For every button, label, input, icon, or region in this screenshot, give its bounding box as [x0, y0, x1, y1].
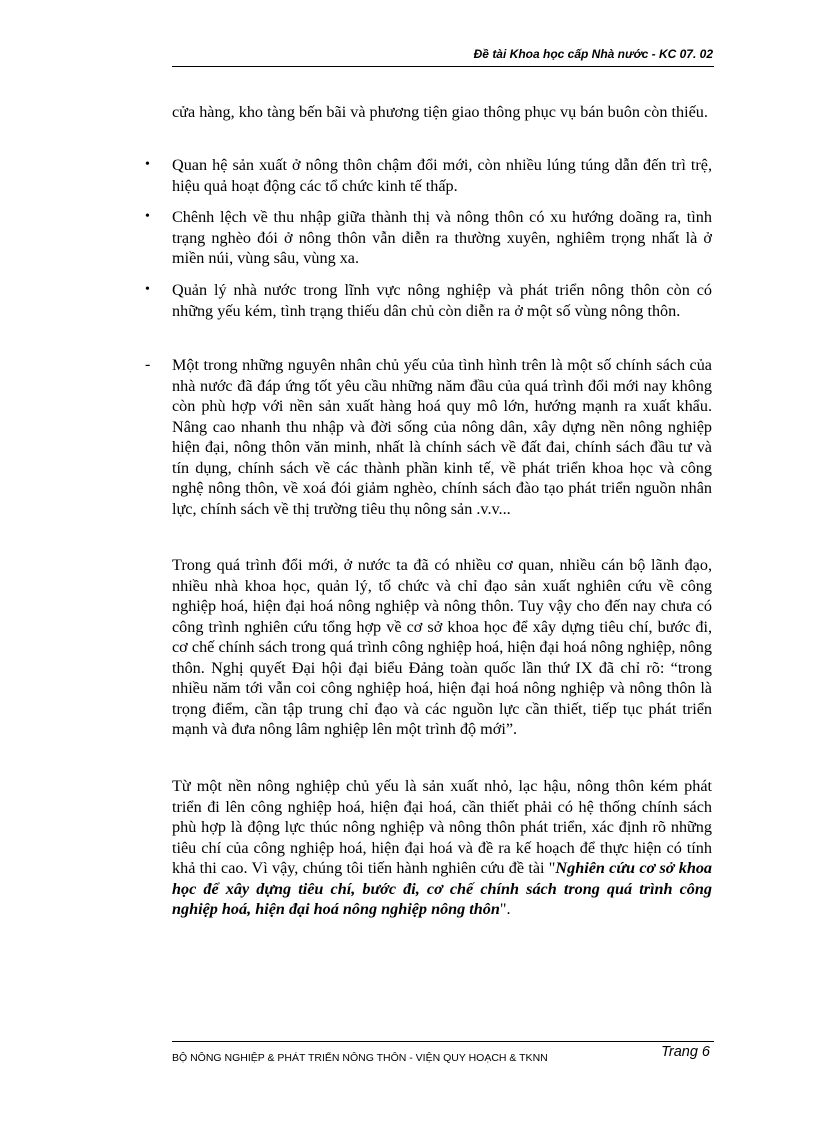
dash-item-text: Một trong những nguyên nhân chủ yếu của tình hình trên là một số chính sách của nhà nước đã đáp ứng tốt yêu cầu những năm đầu của quá trình đổi mới nay không còn phù hợp với nền sản xuất hàng hoá quy mô lớn, hướng mạnh ra xuất khẩu. Nâng cao nhanh thu nhập và đời sống của nông dân, xây dựng nền nông nghiệp hiện đại, nông thôn văn minh, nhất là chính sách về đất đai, chính sách đầu tư và tín dụng, chính sách về các thành phần kinh tế, về phát triển khoa học và công nghệ nông thôn, về xoá đói giảm nghèo, chính sách đào tạo phát triển nguồn nhân lực, chính sách về thị trường tiêu thụ nông sản .v.v...: [172, 356, 712, 518]
footer-organization: BỘ NÔNG NGHIỆP & PHÁT TRIỂN NÔNG THÔN - VIỆN QUY HOẠCH & TKNN: [172, 1052, 548, 1064]
bullet-text: Quan hệ sản xuất ở nông thôn chậm đổi mới, còn nhiều lúng túng dẫn đến trì trệ, hiệu quả hoạt động các tổ chức kinh tế thấp.: [172, 156, 712, 195]
continuation-paragraph: cửa hàng, kho tàng bến bãi và phương tiện giao thông phục vụ bán buôn còn thiếu.: [172, 103, 708, 121]
header-title: Đề tài Khoa học cấp Nhà nước - KC 07. 02: [473, 47, 713, 61]
paragraph-3-lead: Từ một nền nông nghiệp chủ yếu là sản xuất nhỏ, lạc hậu, nông thôn kém phát triển đi lên công nghiệp hoá, hiện đại hoá, cần thiết phải có hệ thống chính sách phù hợp là động lực thúc nông nghiệp và nông thôn phát triển, xác định rõ những tiêu chí của công nghiệp hoá, hiện đại hoá và đề ra kế hoạch để thực hiện có tính khả thi cao. Vì vậy, chúng tôi tiến hành nghiên cứu đề tài ": [172, 777, 712, 877]
paragraph-3: [172, 776, 712, 920]
page-number: Trang 6: [661, 1044, 710, 1060]
bullet-item-3: [145, 280, 712, 321]
footer-divider: [172, 1041, 714, 1042]
bullet-item-1: [145, 155, 712, 196]
dash-item: [145, 355, 712, 519]
dash-icon: -: [145, 356, 151, 373]
bullet-item-2: [145, 207, 712, 269]
paragraph-2: Trong quá trình đổi mới, ở nước ta đã có nhiều cơ quan, nhiều cán bộ lãnh đạo, nhiều nhà khoa học, quản lý, tổ chức và chỉ đạo sản xuất nghiên cứu về công nghiệp hoá, hiện đại hoá nông nghiệp và nông thôn. Tuy vậy cho đến nay chưa có công trình nghiên cứu tổng hợp về cơ sở khoa học để xây dựng tiêu chí, bước đi, cơ chế chính sách trong quá trình công nghiệp hoá, hiện đại hoá nông nghiệp, nông thôn. Nghị quyết Đại hội đại biểu Đảng toàn quốc lần thứ IX đã chỉ rõ: “trong nhiều năm tới vẫn coi công nghiệp hoá, hiện đại hoá nông nghiệp và nông thôn là trọng điểm, cần tập trung chỉ đạo và các nguồn lực cần thiết, tiếp tục phát triển mạnh và đưa nông lâm nghiệp lên một trình độ mới”.: [172, 556, 712, 738]
bullet-text: Chênh lệch về thu nhập giữa thành thị và nông thôn có xu hướng doãng ra, tình trạng nghèo đói ở nông thôn vẫn diễn ra thường xuyên, nghiêm trọng nhất là ở miền núi, vùng sâu, vùng xa.: [172, 208, 712, 267]
bullet-text: Quản lý nhà nước trong lĩnh vực nông nghiệp và phát triển nông thôn còn có những yếu kém, tình trạng thiếu dân chủ còn diễn ra ở một số vùng nông thôn.: [172, 281, 712, 320]
paragraph-3-tail: ".: [499, 900, 511, 918]
bullet-icon: •: [145, 282, 150, 297]
bullet-icon: •: [145, 157, 150, 172]
research-title: Nghiên cứu cơ sở khoa học để xây dựng tiêu chí, bước đi, cơ chế chính sách trong quá trình công nghiệp hoá, hiện đại hoá nông nghiệp nông thôn: [172, 859, 713, 918]
header-divider: [172, 66, 714, 67]
bullet-icon: •: [145, 209, 150, 224]
